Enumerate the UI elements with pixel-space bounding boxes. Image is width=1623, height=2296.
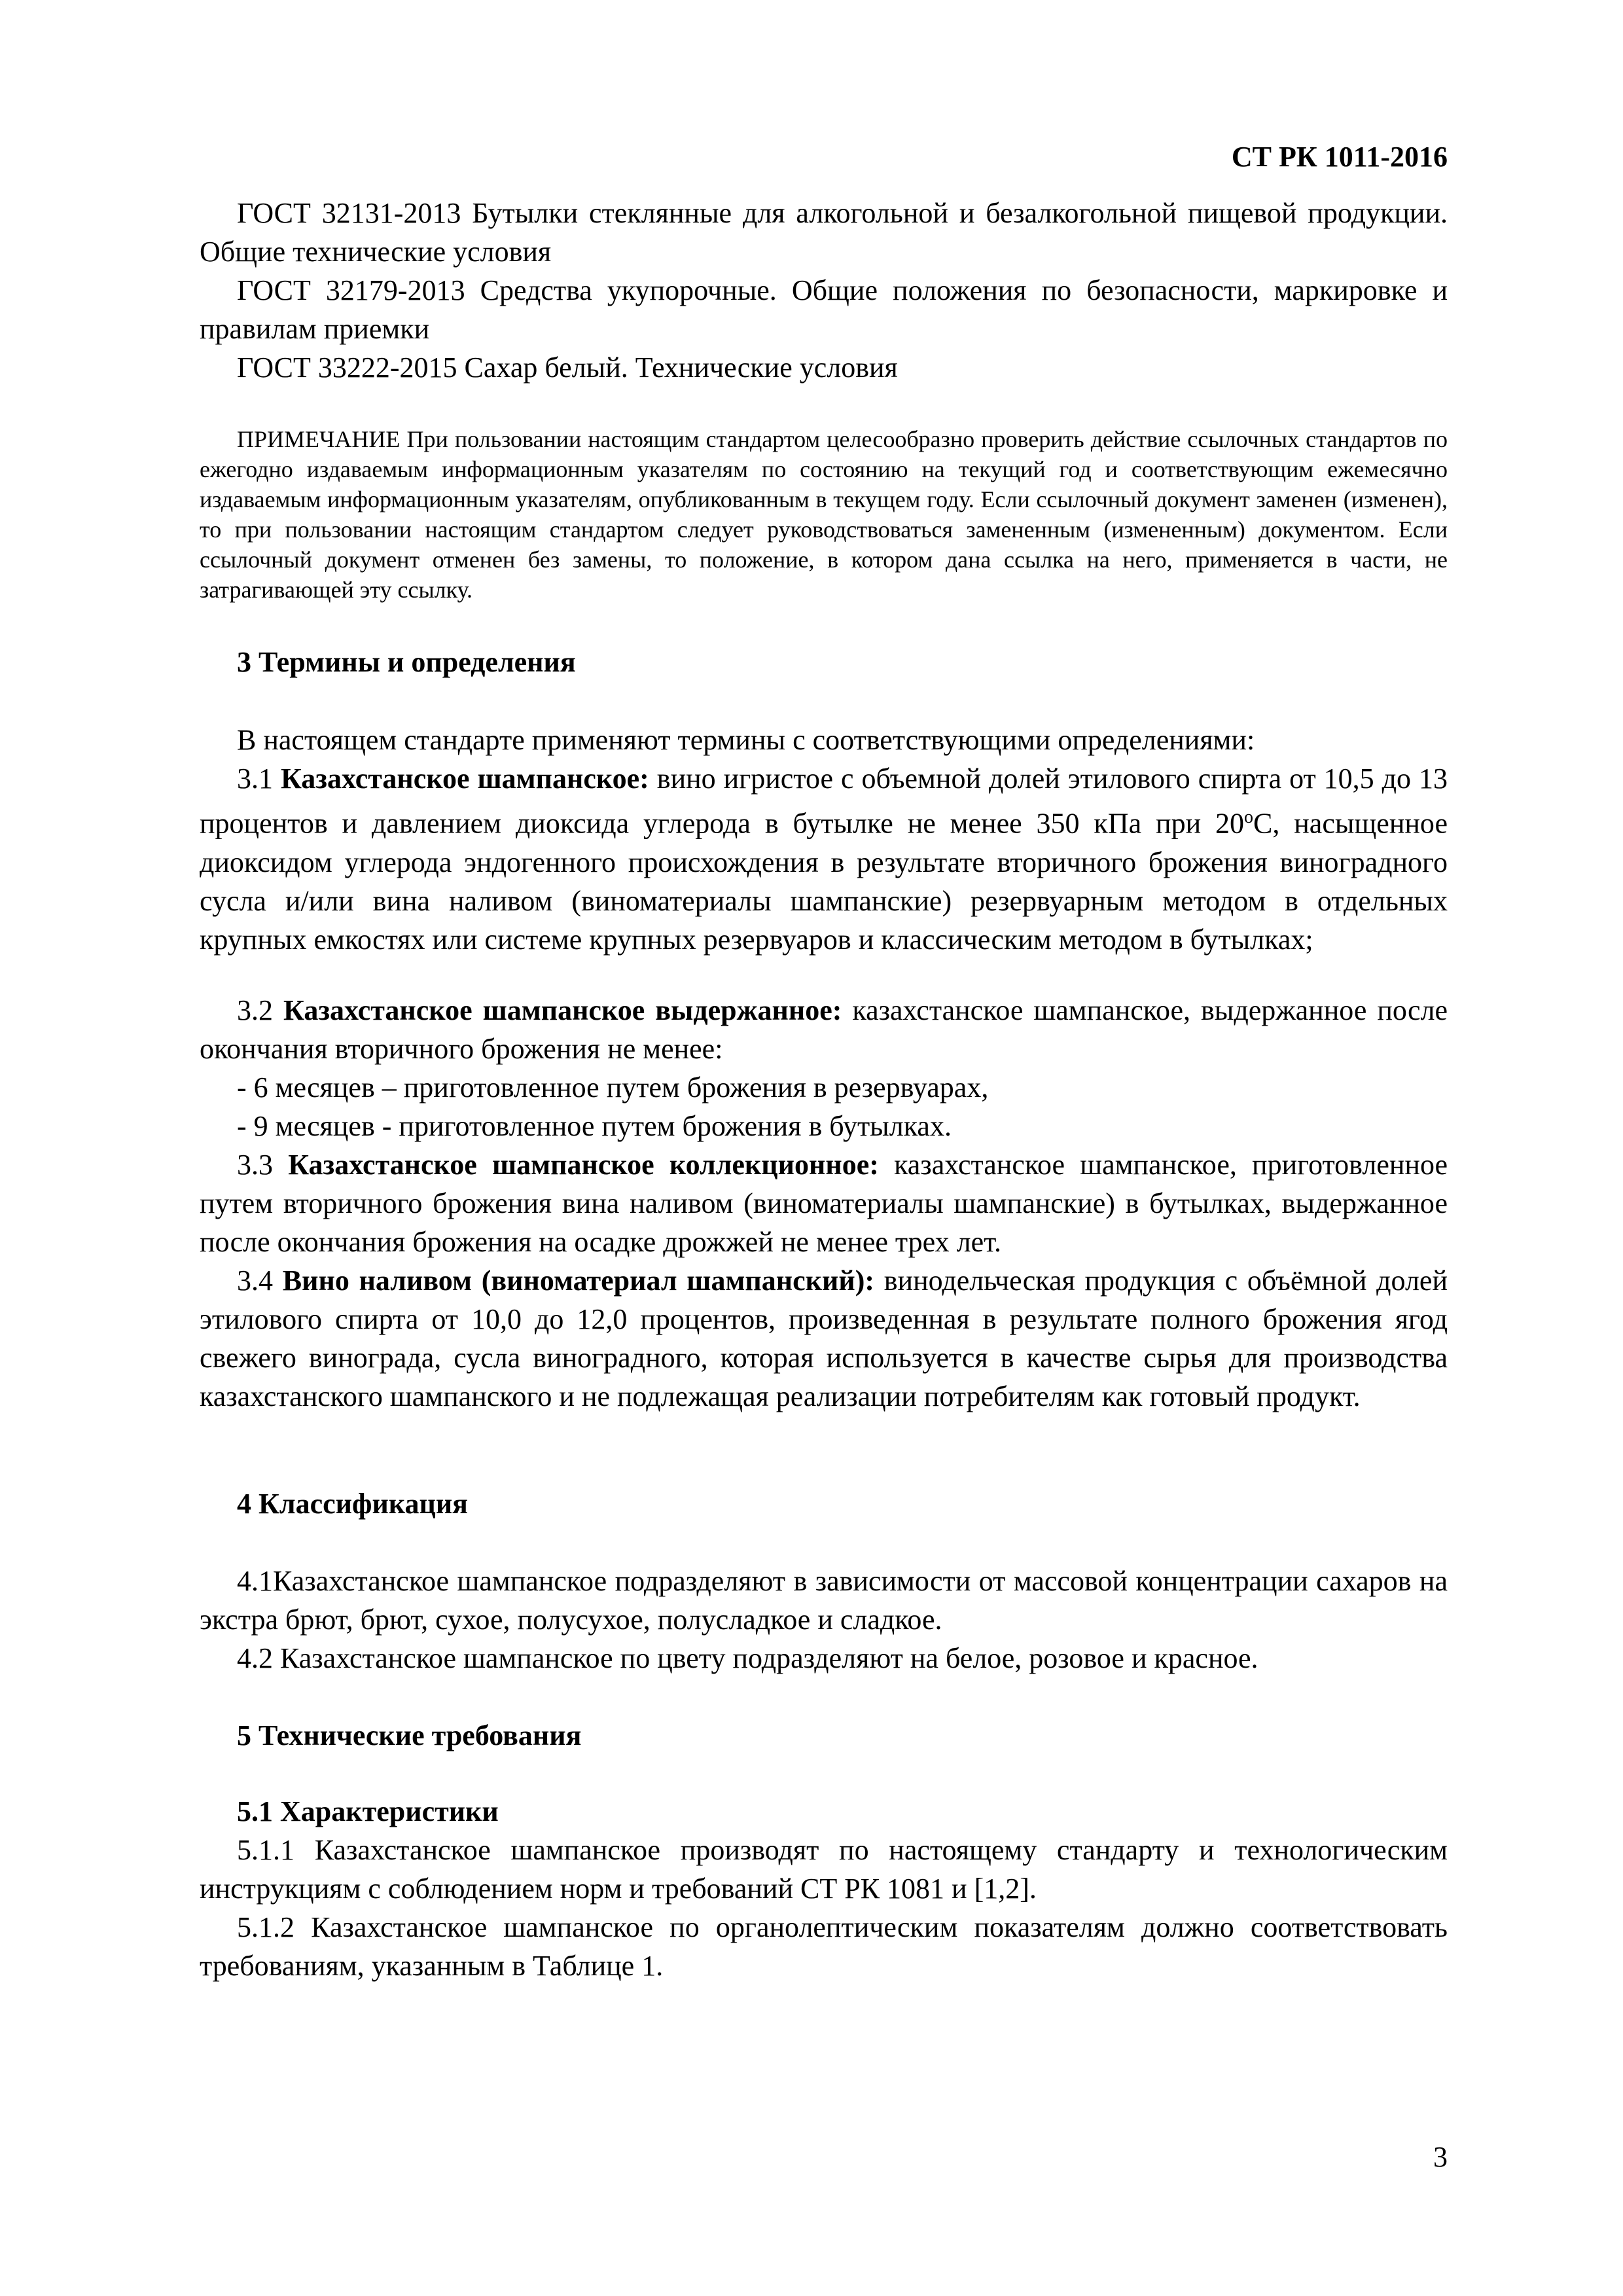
paragraph-5-1-1: 5.1.1 Казахстанское шампанское производят по настоящему стандарту и технологическим инструкциям с соблюдением норм и требований СТ РК 1081 и [1,2]. (200, 1834, 1448, 1905)
term-3-1 (200, 759, 1448, 959)
section-5-heading: 5 Технические требования (237, 1719, 582, 1751)
term-3-2-item-1: - 6 месяцев – приготовленное путем брожения в резервуарах, (237, 1071, 989, 1103)
reference-gost-32179: ГОСТ 32179-2013 Средства укупорочные. Общие положения по безопасности, маркировке и правилам приемки (200, 274, 1448, 345)
subsection-5-1-heading: 5.1 Характеристики (237, 1795, 499, 1827)
paragraph-4-1: 4.1Казахстанское шампанское подразделяют в зависимости от массовой концентрации сахаров на экстра брют, брют, сухое, полусухое, полусладкое и сладкое. (200, 1565, 1448, 1636)
reference-gost-32131: ГОСТ 32131-2013 Бутылки стеклянные для алкогольной и безалкогольной пищевой продукции. Общие технические условия (200, 197, 1448, 268)
page-number: 3 (1433, 2141, 1448, 2173)
paragraph-4-2: 4.2 Казахстанское шампанское по цвету подразделяют на белое, розовое и красное. (237, 1642, 1258, 1674)
term-3-1-title: Казахстанское шампанское: (280, 762, 649, 795)
term-3-3 (200, 1145, 1448, 1261)
term-3-2 (200, 991, 1448, 1068)
degree-superscript: о (1244, 807, 1254, 827)
term-3-4 (200, 1261, 1448, 1416)
term-3-2-item-2: - 9 месяцев - приготовленное путем брожения в бутылках. (237, 1110, 952, 1142)
term-3-2-definition: казахстанское шампанское, выдержанное после окончания вторичного брожения не менее: (200, 994, 1448, 1065)
term-3-1-definition-b: С, насыщенное диоксидом углерода эндогенного происхождения в результате вторичного брожения виноградного сусла и/или вина наливом (виноматериалы шампанские) резервуарным методом в отдельных крупных емкостях или системе крупных резервуаров и классическим методом в бутылках; (200, 807, 1448, 956)
section-4-heading: 4 Классификация (237, 1488, 468, 1520)
section-3-heading: 3 Термины и определения (237, 646, 576, 678)
term-3-4-number: 3.4 (237, 1265, 283, 1297)
section-3-intro: В настоящем стандарте применяют термины с соответствующими определениями: (237, 724, 1255, 756)
term-3-4-title: Вино наливом (виноматериал шампанский): (282, 1265, 875, 1297)
term-3-3-title: Казахстанское шампанское коллекционное: (288, 1149, 879, 1181)
reference-gost-33222: ГОСТ 33222-2015 Сахар белый. Технические условия (237, 351, 898, 384)
term-3-2-title: Казахстанское шампанское выдержанное: (283, 994, 842, 1026)
term-3-3-number: 3.3 (237, 1149, 289, 1181)
term-3-1-definition-a: вино игристое с объемной долей этилового спирта от 10,5 до 13 процентов и давлением диоксида углерода в бутылке не менее 350 кПа при 20 (200, 762, 1448, 840)
document-code: СТ РК 1011-2016 (1231, 141, 1448, 173)
note-paragraph: ПРИМЕЧАНИЕ При пользовании настоящим стандартом целесообразно проверить действие ссылочных стандартов по ежегодно издаваемым информационным указателям по состоянию на текущий год и соответствующим ежемесячно издаваемым информационным указателям, опубликованным в текущем году. Если ссылочный документ заменен (изменен), то при пользовании настоящим стандартом следует руководствоваться замененным (измененным) документом. Если ссылочный документ отменен без замены, то положение, в котором дана ссылка на него, применяется в части, не затрагивающей эту ссылку. (200, 426, 1448, 603)
paragraph-5-1-2: 5.1.2 Казахстанское шампанское по органолептическим показателям должно соответствовать требованиям, указанным в Таблице 1. (200, 1911, 1448, 1982)
term-3-3-definition: казахстанское шампанское, приготовленное путем вторичного брожения вина наливом (виноматериалы шампанские) в бутылках, выдержанное после окончания брожения на осадке дрожжей не менее трех лет. (200, 1149, 1448, 1258)
term-3-1-number: 3.1 (237, 762, 281, 795)
term-3-4-definition: винодельческая продукция с объёмной долей этилового спирта от 10,0 до 12,0 процентов, произведенная в результате полного брожения ягод свежего винограда, сусла виноградного, которая используется в качестве сырья для производства казахстанского шампанского и не подлежащая реализации потребителям как готовый продукт. (200, 1265, 1448, 1412)
term-3-2-number: 3.2 (237, 994, 283, 1026)
